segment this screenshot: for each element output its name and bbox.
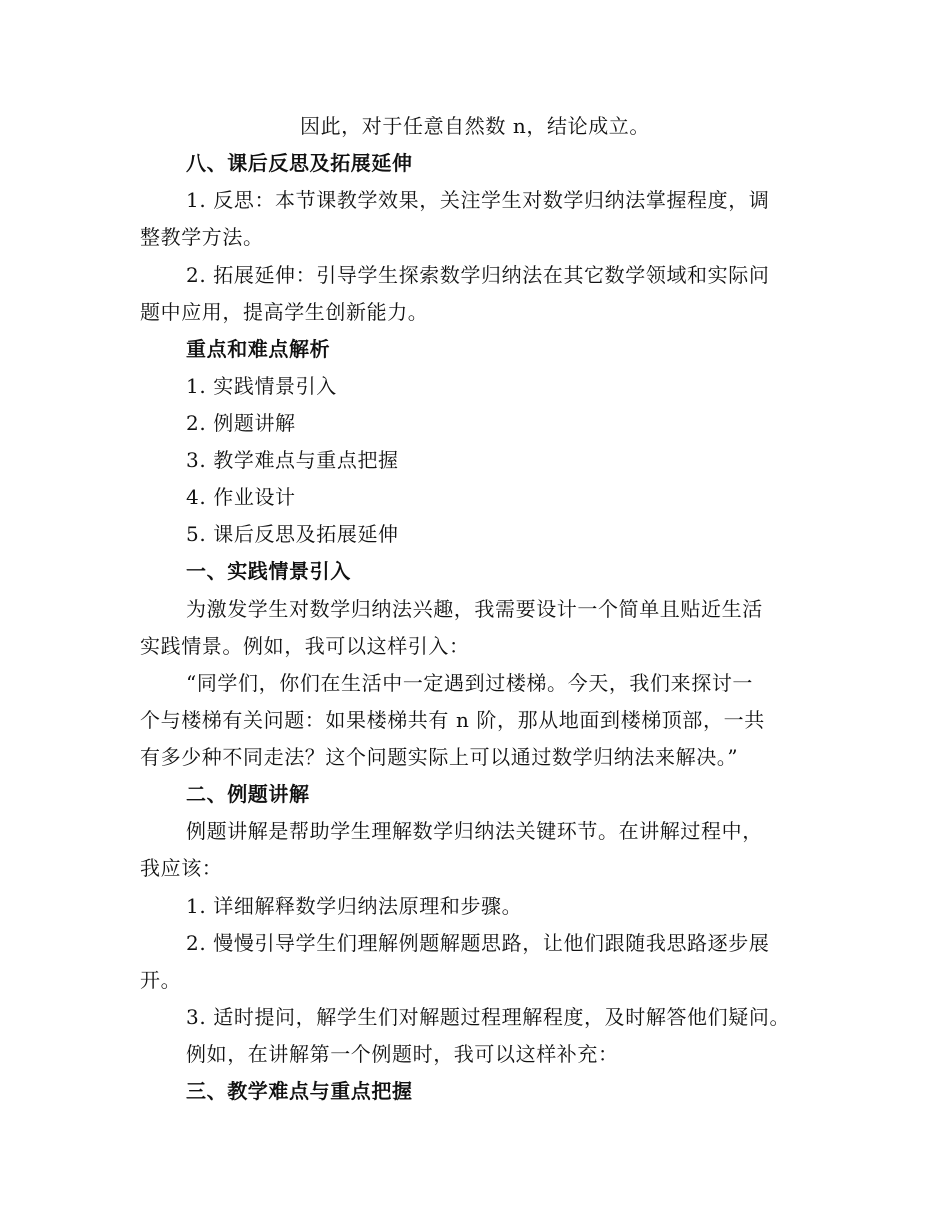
list-item: 1. 详细解释数学归纳法原理和步骤。 <box>186 894 523 918</box>
list-item: 3. 教学难点与重点把握 <box>186 448 399 472</box>
quote-line: 个与楼梯有关问题：如果楼梯共有 n 阶，那从地面到楼梯顶部，一共 <box>140 708 765 732</box>
list-item-continuation: 开。 <box>140 968 182 992</box>
paragraph-line: 1. 反思：本节课教学效果，关注学生对数学归纳法掌握程度，调 <box>186 188 770 212</box>
paragraph-line: 为激发学生对数学归纳法兴趣，我需要设计一个简单且贴近生活 <box>186 597 763 621</box>
quote-line: “同学们，你们在生活中一定遇到过楼梯。今天，我们来探讨一 <box>186 671 754 695</box>
section-heading-examples: 二、例题讲解 <box>186 782 310 806</box>
list-item: 4. 作业设计 <box>186 485 296 509</box>
paragraph-line: 整教学方法。 <box>140 225 264 249</box>
list-item: 5. 课后反思及拓展延伸 <box>186 522 399 546</box>
list-item: 2. 慢慢引导学生们理解例题解题思路，让他们跟随我思路逐步展 <box>186 931 770 955</box>
paragraph-line: 2. 拓展延伸：引导学生探索数学归纳法在其它数学领域和实际问 <box>186 263 770 287</box>
paragraph-line: 实践情景。例如，我可以这样引入： <box>140 634 470 658</box>
paragraph-line: 例如，在讲解第一个例题时，我可以这样补充： <box>186 1042 619 1066</box>
conclusion-line: 因此，对于任意自然数 n，结论成立。 <box>299 114 651 138</box>
paragraph-line: 题中应用，提高学生创新能力。 <box>140 300 429 324</box>
section-heading-key-points: 重点和难点解析 <box>186 337 331 361</box>
list-item: 1. 实践情景引入 <box>186 374 337 398</box>
quote-line: 有多少种不同走法？这个问题实际上可以通过数学归纳法来解决。” <box>140 745 739 769</box>
list-item: 2. 例题讲解 <box>186 411 296 435</box>
paragraph-line: 例题讲解是帮助学生理解数学归纳法关键环节。在讲解过程中， <box>186 819 763 843</box>
section-heading-difficulties: 三、教学难点与重点把握 <box>186 1079 413 1103</box>
list-item: 3. 适时提问，解学生们对解题过程理解程度，及时解答他们疑问。 <box>186 1005 791 1029</box>
paragraph-line: 我应该： <box>140 856 223 880</box>
section-heading-scenario: 一、实践情景引入 <box>186 559 351 583</box>
section-heading-reflection: 八、课后反思及拓展延伸 <box>186 151 413 175</box>
